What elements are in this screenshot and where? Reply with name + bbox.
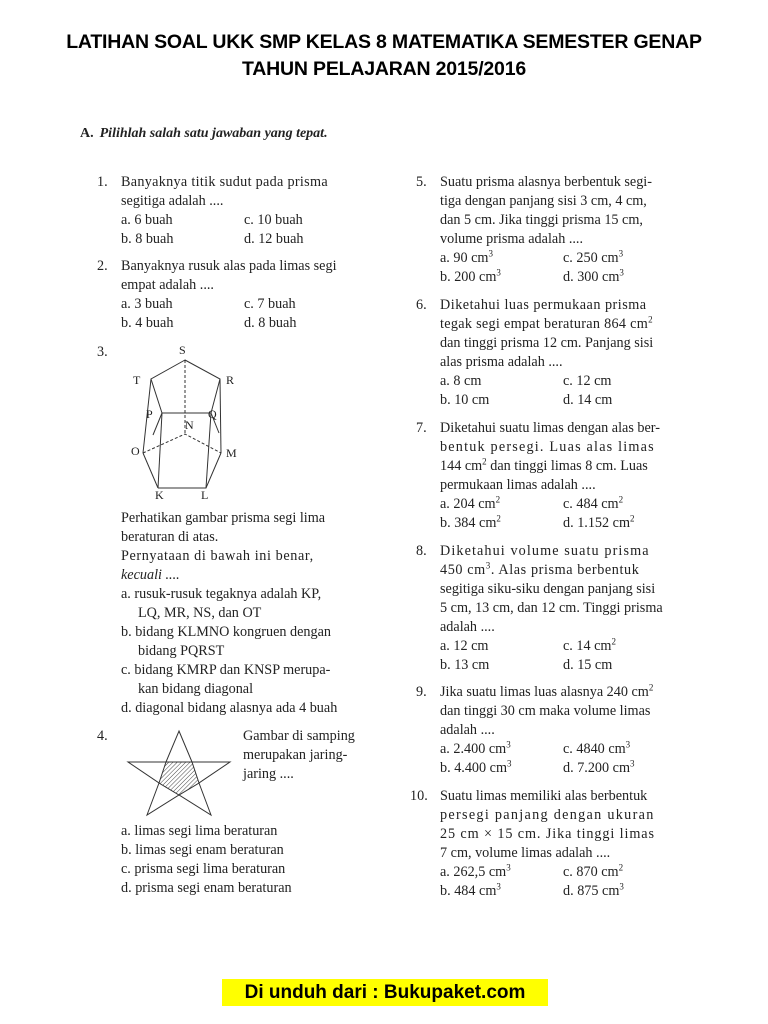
option-b: b. 484 $cm^3$ (440, 881, 501, 899)
question-text: alas prisma adalah .... (440, 354, 563, 370)
option-c: c. 4840 $cm^3$ (563, 739, 631, 757)
option-b: b. bidang KLMNO kongruen dengan (121, 624, 332, 640)
question-number: 9. (416, 684, 427, 700)
pentagonal-prism-figure (125, 340, 255, 505)
question-text: dan tinggi 30 cm maka volume limas (440, 703, 651, 719)
question-text: dan 5 cm. Jika tinggi prisma 15 cm, (440, 212, 643, 228)
option-d: d. 12 buah (244, 231, 304, 247)
option-c: c. bidang KMRP dan KNSP merupa- (121, 662, 331, 678)
question-text: Diketahui volume suatu prisma (440, 543, 650, 559)
question-number: 3. (97, 344, 108, 360)
question-number: 2. (97, 258, 108, 274)
label-q: Q (208, 407, 217, 421)
question-text: 5 cm, 13 cm, dan 12 cm. Tinggi prisma (440, 600, 663, 616)
option-b: b. 8 buah (121, 231, 174, 247)
option-b: b. limas segi enam beraturan (121, 842, 284, 858)
label-t: T (133, 373, 141, 387)
option-d: d. 875 $cm^3$ (563, 881, 624, 899)
option-d: d. 1.152 $cm^2$ (563, 513, 635, 531)
label-l: L (201, 488, 209, 502)
option-d: d. 7.200 $cm^3$ (563, 758, 635, 776)
question-text: Suatu prisma alasnya berbentuk segi- (440, 174, 652, 190)
question-text: tiga dengan panjang sisi 3 cm, 4 cm, (440, 193, 647, 209)
option-c: c. 250 $cm^3$ (563, 248, 624, 266)
option-d: d. 300 $cm^3$ (563, 267, 624, 285)
question-text: adalah .... (440, 722, 495, 738)
option-a: a. 8 cm (440, 373, 482, 389)
question-text: Banyaknya rusuk alas pada limas segi (121, 258, 337, 274)
label-o: O (131, 444, 140, 458)
option-a-cont: LQ, MR, NS, dan OT (138, 605, 262, 621)
label-m: M (226, 446, 237, 460)
option-b: b. 13 cm (440, 657, 490, 673)
question-number: 5. (416, 174, 427, 190)
question-text: beraturan di atas. (121, 529, 219, 545)
question-text: segitiga siku-siku dengan panjang sisi (440, 581, 656, 597)
question-text: empat adalah .... (121, 277, 214, 293)
label-p: P (146, 407, 153, 421)
question-number: 7. (416, 420, 427, 436)
label-r: R (226, 373, 235, 387)
question-text: Diketahui suatu limas dengan alas ber- (440, 420, 660, 436)
question-text: tegak segi empat beraturan 864 $cm^2$ (440, 314, 653, 332)
question-text: Pernyataan di bawah ini benar, (121, 548, 314, 564)
option-a: a. 204 $cm^2$ (440, 494, 501, 512)
option-a: a. limas segi lima beraturan (121, 823, 278, 839)
instruction-text: Pilihlah salah satu jawaban yang tepat. (99, 126, 328, 141)
question-text: volume prisma adalah .... (440, 231, 584, 247)
option-c: c. 7 buah (244, 296, 296, 312)
question-text: merupakan jaring- (243, 747, 348, 763)
option-a: a. rusuk-rusuk tegaknya adalah KP, (121, 586, 322, 602)
option-a: a. 2.400 $cm^3$ (440, 739, 511, 757)
option-c: c. prisma segi lima beraturan (121, 861, 286, 877)
question-text: Suatu limas memiliki alas berbentuk (440, 788, 648, 804)
prism-bottom-edge-ko (143, 453, 158, 488)
edge-lq (206, 413, 211, 488)
question-text: Gambar di samping (243, 728, 355, 744)
option-d: d. 15 cm (563, 657, 613, 673)
option-d: d. diagonal bidang alasnya ada 4 buah (121, 700, 338, 716)
label-s: S (179, 343, 186, 357)
question-text: Jika suatu limas luas alasnya 240 $cm^2$ (440, 682, 654, 700)
edge-kp (158, 413, 162, 488)
option-a: a. 6 buah (121, 212, 173, 228)
edge-mr (220, 379, 221, 453)
option-b: b. 10 cm (440, 392, 490, 408)
question-text: jaring .... (243, 766, 294, 782)
option-c: c. 12 cm (563, 373, 612, 389)
question-text: permukaan limas adalah .... (440, 477, 596, 493)
label-n: N (185, 418, 194, 432)
question-number: 1. (97, 174, 108, 190)
option-b: b. 4 buah (121, 315, 174, 331)
option-d: d. prisma segi enam beraturan (121, 880, 292, 896)
option-c: c. 484 $cm^2$ (563, 494, 624, 512)
option-a: a. 262,5 $cm^3$ (440, 862, 511, 880)
option-c: c. 14 $cm^2$ (563, 636, 616, 654)
question-number: 4. (97, 728, 108, 744)
option-a: a. 12 cm (440, 638, 489, 654)
section-letter: A. (80, 126, 94, 141)
page-subtitle: TAHUN PELAJARAN 2015/2016 (242, 58, 526, 80)
download-source-banner: Di unduh dari : Bukupaket.com (222, 979, 548, 1006)
prism-bottom-edges (158, 453, 221, 488)
pentagon-net-figure (125, 725, 233, 817)
question-text: Diketahui luas permukaan prisma (440, 297, 647, 313)
question-text: bentuk persegi. Luas alas limas (440, 439, 655, 455)
question-text: Banyaknya titik sudut pada prisma (121, 174, 328, 190)
option-c: c. 870 $cm^2$ (563, 862, 624, 880)
question-text: persegi panjang dengan ukuran (440, 807, 655, 823)
question-text: dan tinggi prisma 12 cm. Panjang sisi (440, 335, 654, 351)
option-b: b. 4.400 $cm^3$ (440, 758, 512, 776)
question-text: 450 $cm^3$. Alas prisma berbentuk (440, 560, 640, 578)
question-text-kecuali: kecuali .... (121, 567, 180, 583)
label-k: K (155, 488, 164, 502)
option-b-cont: bidang PQRST (138, 643, 225, 659)
question-text: Perhatikan gambar prisma segi lima (121, 510, 326, 526)
question-text: 25 cm × 15 cm. Jika tinggi limas (440, 826, 655, 842)
question-number: 8. (416, 543, 427, 559)
section-instruction (80, 126, 328, 142)
option-b: b. 200 $cm^3$ (440, 267, 501, 285)
question-text: 7 cm, volume limas adalah .... (440, 845, 611, 861)
page-title: LATIHAN SOAL UKK SMP KELAS 8 MATEMATIKA SEMESTER GENAP (66, 31, 702, 53)
hatched-pentagon-base (159, 762, 199, 795)
question-text: 144 $cm^2$ dan tinggi limas 8 cm. Luas (440, 456, 648, 474)
option-c-cont: kan bidang diagonal (138, 681, 254, 697)
option-a: a. 3 buah (121, 296, 173, 312)
option-a: a. 90 $cm^3$ (440, 248, 493, 266)
option-d: d. 14 cm (563, 392, 613, 408)
question-text: adalah .... (440, 619, 495, 635)
question-text: segitiga adalah .... (121, 193, 224, 209)
option-b: b. 384 $cm^2$ (440, 513, 501, 531)
option-d: d. 8 buah (244, 315, 297, 331)
question-number: 10. (410, 788, 428, 804)
option-c: c. 10 buah (244, 212, 303, 228)
question-number: 6. (416, 297, 427, 313)
